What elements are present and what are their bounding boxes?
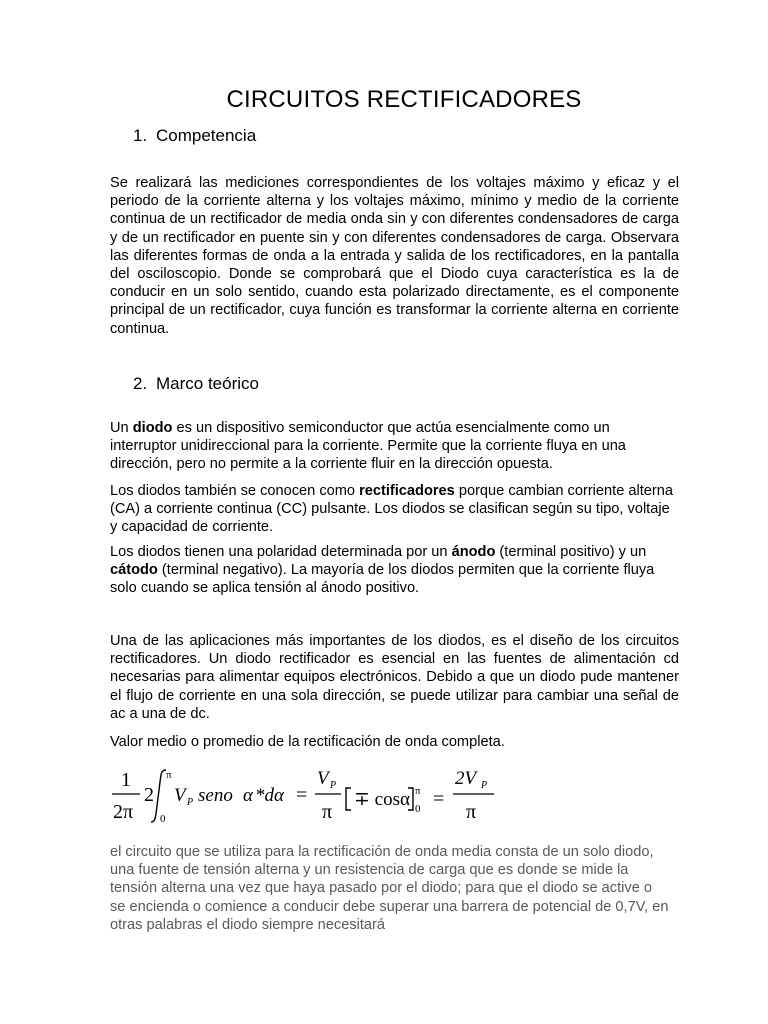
- aplicaciones-paragraph: Una de las aplicaciones más importantes de los diodos, es el diseño de los circuitos rectificadores. Un diodo rectificador es esencial en las fuentes de alimentación cd necesarias para alimentar equipos electrónicos. Debido a que un diodo pude mantener el flujo de corriente en una sola dirección, se puede utilizar para cambiar una señal de ac a una de dc.: [110, 633, 679, 722]
- formula-vp-num: V: [317, 768, 329, 789]
- competencia-paragraph: Se realizará las mediciones correspondientes de los voltajes máximo y eficaz y el periodo de la corriente alterna y los voltajes máximo, mínimo y medio de la corriente continua de un rectificador de media onda sin y con diferentes condensadores de carga y de un rectificador en puente sin y con diferentes condensadores de carga. Observara las diferentes formas de onda a la entrada y salida de los rectificadores, en la pantalla del osciloscopio. Donde se comprobará que el Diodo cuya característica es la de conducir en un solo sentido, cuando esta polarizado directamente, es el componente principal de un rectificador, cuya función es transformar la corriente alterna en corriente continua.: [110, 175, 679, 337]
- bracket-lower: 0: [415, 803, 421, 815]
- formula-equals: =: [296, 784, 308, 806]
- formula-equals: =: [433, 788, 445, 810]
- bold-term-diodo: diodo: [132, 420, 173, 436]
- rectificadores-paragraph: [110, 482, 679, 537]
- text-run: Los diodos tienen una polaridad determinada por un: [110, 544, 452, 560]
- average-value-formula: [108, 764, 504, 828]
- formula-two-pi: 2π: [113, 801, 134, 823]
- section-number: 2.: [133, 374, 148, 393]
- diodo-paragraph: [110, 419, 679, 474]
- formula-pi: π: [466, 801, 477, 823]
- document-title: CIRCUITOS RECTIFICADORES: [226, 86, 582, 113]
- text-run: (terminal positivo) y un: [495, 544, 647, 560]
- formula-sub-p: P: [330, 780, 337, 791]
- formula-seno: seno: [198, 785, 233, 806]
- text-run: Un: [110, 420, 133, 436]
- formula-coef: 2: [144, 784, 154, 806]
- integral-upper: π: [166, 769, 172, 781]
- valor-medio-label: Valor medio o promedio de la rectificación de onda completa.: [110, 734, 505, 750]
- circuito-paragraph: el circuito que se utiliza para la rectificación de onda media consta de un solo diodo, una fuente de tensión alterna y un resistencia de carga que es donde se mide la tensión alterna una vez que haya pasado por el diodo; para que el diodo se active o se encienda o comience a conducir debe superar una barrera de potencial de 0,7V, en otras palabras el diodo siempre necesitará: [110, 844, 669, 933]
- bracket-left: [346, 788, 351, 810]
- bold-term-rectificadores: rectificadores: [359, 483, 455, 499]
- formula-one: 1: [121, 769, 131, 791]
- formula-bracket-body: ∓ cosα: [354, 789, 410, 810]
- polaridad-paragraph: [110, 543, 679, 598]
- formula-sub-p: P: [187, 797, 194, 808]
- bold-term-anodo: ánodo: [451, 544, 496, 560]
- section-heading-marco-teorico: [133, 374, 259, 394]
- section-number: 1.: [133, 126, 148, 145]
- formula-sub-p: P: [481, 780, 488, 791]
- formula-pi: π: [322, 801, 333, 823]
- section-heading-competencia: [133, 126, 256, 146]
- text-run: porque cambian corriente alterna (CA) a corriente continua (CC) pulsante. Los diodos se clasifican según su tipo, voltaje y capacidad de corriente.: [110, 483, 674, 536]
- text-run: es un dispositivo semiconductor que actúa esencialmente como un interruptor unidireccional para la corriente. Permite que la corriente fluya en una dirección, pero no permite a la corriente fluir en la dirección opuesta.: [110, 420, 626, 473]
- text-run: (terminal negativo). La mayoría de los diodos permiten que la corriente fluya solo cuando se aplica tensión al ánodo positivo.: [110, 562, 655, 597]
- formula-svg: [108, 764, 504, 828]
- bracket-upper: π: [415, 785, 421, 797]
- section-title: Marco teórico: [156, 374, 259, 393]
- bold-term-catodo: cátodo: [110, 562, 158, 579]
- formula-vp: V: [174, 785, 186, 806]
- formula-star-d: *dα: [255, 785, 284, 806]
- formula-two-vp: 2V: [455, 768, 477, 789]
- text-run: Los diodos también se conocen como: [110, 483, 360, 499]
- integral-lower: 0: [160, 813, 166, 825]
- formula-alpha: α: [243, 785, 253, 806]
- section-title: Competencia: [156, 126, 257, 145]
